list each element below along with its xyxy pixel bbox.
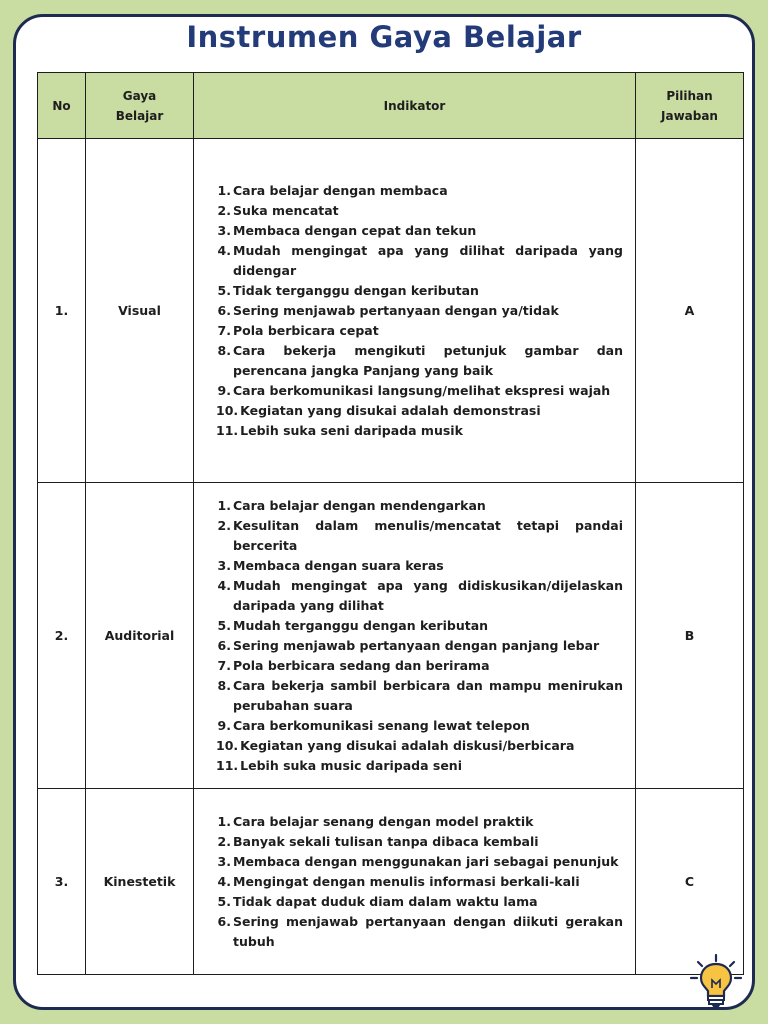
learning-style-name: Kinestetik — [86, 789, 194, 975]
indicator-item: 9. Cara berkomunikasi langsung/melihat ekspresi wajah — [217, 382, 611, 398]
indicator-item: 3. Membaca dengan menggunakan jari sebagai penunjuk — [217, 853, 619, 869]
indicator-item: 4. Mengingat dengan menulis informasi berkali-kali — [217, 873, 580, 889]
indicator-item: 11. Lebih suka seni daripada musik — [216, 422, 463, 438]
header-indicator: Indikator — [194, 73, 636, 139]
indicator-item: 10. Kegiatan yang disukai adalah demonstrasi — [216, 402, 541, 418]
table-row-visual — [38, 139, 744, 483]
indicator-item: 1. Cara belajar senang dengan model praktik — [217, 813, 534, 829]
answer-choice: C — [636, 789, 744, 975]
indicator-item: 8. Cara bekerja sambil berbicara dan mampu menirukan perubahan suara — [217, 677, 623, 713]
indicator-item: 5. Tidak dapat duduk diam dalam waktu lama — [217, 893, 538, 909]
indicator-cell — [194, 789, 636, 975]
indicator-item: 7. Pola berbicara cepat — [217, 322, 379, 338]
indicator-item: 4. Mudah mengingat apa yang dilihat daripada yang didengar — [217, 242, 623, 278]
indicator-item: 5. Mudah terganggu dengan keributan — [217, 617, 489, 633]
table-header-row — [38, 73, 744, 139]
header-answer-line2: Jawaban — [661, 108, 718, 123]
indicator-item: 6. Sering menjawab pertanyaan dengan ya/tidak — [217, 302, 559, 318]
header-no: No — [38, 73, 86, 139]
header-learning-style — [86, 73, 194, 139]
table-row-auditorial — [38, 483, 744, 789]
indicator-item: 6. Sering menjawab pertanyaan dengan panjang lebar — [217, 637, 600, 653]
header-answer-line1: Pilihan — [666, 88, 713, 103]
lightbulb-icon — [686, 952, 746, 1012]
indicator-item: 1. Cara belajar dengan mendengarkan — [217, 497, 486, 513]
indicator-cell — [194, 483, 636, 789]
learning-style-name: Visual — [86, 139, 194, 483]
indicator-item: 8. Cara bekerja mengikuti petunjuk gambar dan perencana jangka Panjang yang baik — [217, 342, 623, 378]
answer-choice: A — [636, 139, 744, 483]
indicator-item: 9. Cara berkomunikasi senang lewat telepon — [217, 717, 530, 733]
learning-style-table — [37, 72, 744, 975]
row-number: 2. — [38, 483, 86, 789]
indicator-cell — [194, 139, 636, 483]
indicator-item: 4. Mudah mengingat apa yang didiskusikan/dijelaskan daripada yang dilihat — [217, 577, 623, 613]
answer-choice: B — [636, 483, 744, 789]
page-title: Instrumen Gaya Belajar — [186, 20, 582, 54]
row-number: 1. — [38, 139, 86, 483]
table-row-kinestetik — [38, 789, 744, 975]
indicator-item: 5. Tidak terganggu dengan keributan — [217, 282, 479, 298]
indicator-item: 2. Suka mencatat — [217, 202, 339, 218]
indicator-item: 10. Kegiatan yang disukai adalah diskusi/berbicara — [216, 737, 575, 753]
indicator-item: 2. Kesulitan dalam menulis/mencatat tetapi pandai bercerita — [217, 517, 623, 553]
row-number: 3. — [38, 789, 86, 975]
indicator-item: 3. Membaca dengan cepat dan tekun — [217, 222, 477, 238]
learning-style-name: Auditorial — [86, 483, 194, 789]
indicator-item: 7. Pola berbicara sedang dan berirama — [217, 657, 490, 673]
indicator-item: 2. Banyak sekali tulisan tanpa dibaca kembali — [217, 833, 539, 849]
indicator-item: 1. Cara belajar dengan membaca — [217, 182, 448, 198]
header-style-line2: Belajar — [115, 108, 164, 123]
header-answer-choice — [636, 73, 744, 139]
indicator-item: 3. Membaca dengan suara keras — [217, 557, 444, 573]
indicator-item: 6. Sering menjawab pertanyaan dengan diikuti gerakan tubuh — [217, 913, 623, 949]
indicator-item: 11. Lebih suka music daripada seni — [216, 757, 462, 773]
indicator-list — [194, 181, 635, 441]
indicator-list — [194, 812, 635, 952]
header-style-line1: Gaya — [122, 88, 157, 103]
indicator-list — [194, 496, 635, 776]
